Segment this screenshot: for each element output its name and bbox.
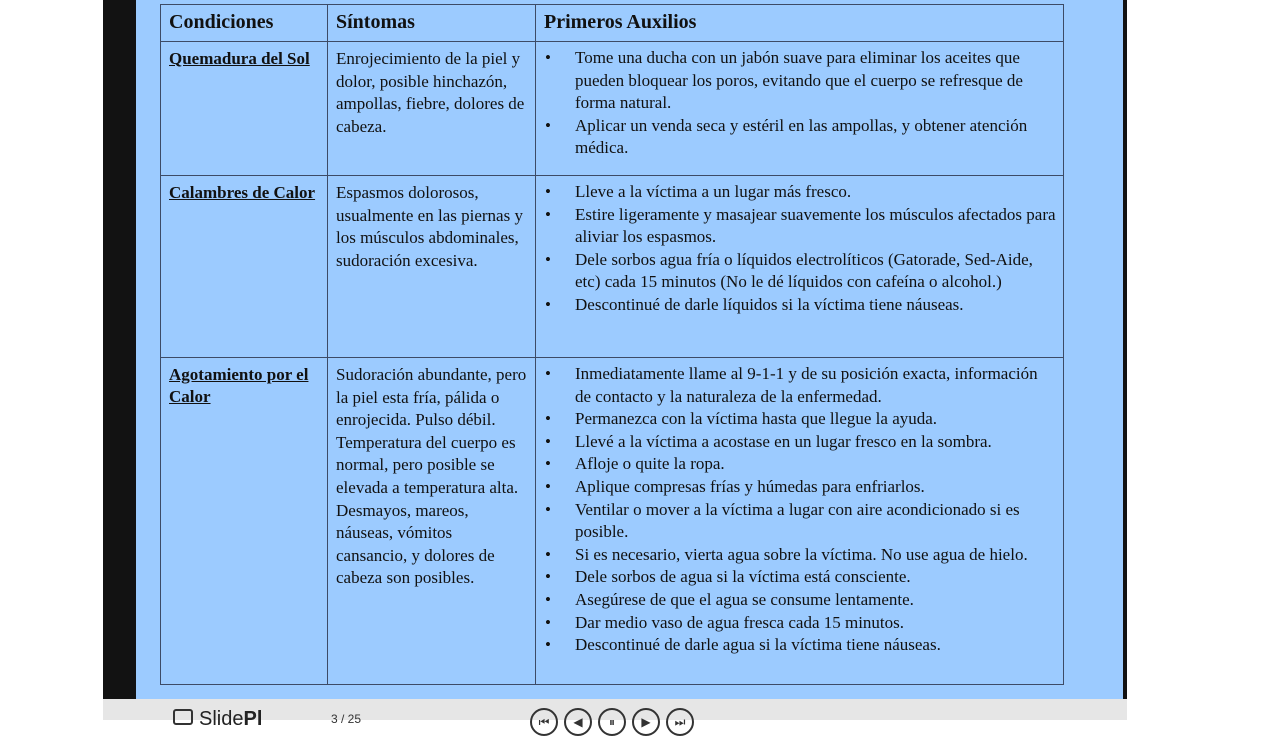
first-aid-table (160, 4, 1064, 685)
list-item: • Aplique compresas frías y húmedas para enfriarlos. (542, 476, 1057, 499)
table-row (161, 42, 1064, 176)
table-row (161, 176, 1064, 358)
logo-text-light: Slide (199, 708, 244, 730)
list-item: • Dar medio vaso de agua fresca cada 15 minutos. (542, 612, 1057, 635)
viewer-toolbar (103, 699, 1127, 730)
list-item: • Si es necesario, vierta agua sobre la víctima. No use agua de hielo. (542, 544, 1057, 567)
symptoms-cell: Sudoración abundante, pero la piel esta fría, pálida o enrojecida. Pulso débil. Temperatura del cuerpo es normal, pero posible se elevada a temperatura alta. Desmayos, mareos, náuseas, vómitos cansancio, y dolores de cabeza son posibles. (328, 358, 536, 685)
list-item: • Afloje o quite la ropa. (542, 453, 1057, 476)
list-item: • Ventilar o mover a la víctima a lugar con aire acondicionado si es posible. (542, 499, 1057, 544)
list-item: • Dele sorbos de agua si la víctima está consciente. (542, 566, 1057, 589)
condition-link[interactable]: Agotamiento por el Calor (161, 358, 328, 685)
slide-navigation (530, 708, 700, 736)
slideplayer-logo[interactable] (173, 709, 262, 731)
header-conditions: Condiciones (161, 5, 328, 42)
first-slide-icon[interactable]: ⏮ (530, 708, 558, 736)
prev-slide-icon[interactable]: ◀ (564, 708, 592, 736)
header-first-aid: Primeros Auxilios (536, 5, 1064, 42)
header-symptoms: Síntomas (328, 5, 536, 42)
first-aid-cell (536, 176, 1064, 358)
next-slide-icon[interactable]: ▶ (632, 708, 660, 736)
list-item: • Descontinué de darle líquidos si la víctima tiene náuseas. (542, 294, 1057, 317)
table-header-row (161, 5, 1064, 42)
first-aid-cell (536, 358, 1064, 685)
list-item: • Tome una ducha con un jabón suave para eliminar los aceites que pueden bloquear los poros, evitando que el cuerpo se refresque de forma natural. (542, 47, 1057, 115)
list-item: • Aplicar un venda seca y estéril en las ampollas, y obtener atención médica. (542, 115, 1057, 160)
page-count: 3 / 25 (331, 712, 362, 726)
list-item: • Dele sorbos agua fría o líquidos electrolíticos (Gatorade, Sed-Aide, etc) cada 15 minutos (No le dé líquidos con cafeína o alcohol.) (542, 249, 1057, 294)
list-item: • Inmediatamente llame al 9-1-1 y de su posición exacta, información de contacto y la naturaleza de la enfermedad. (542, 363, 1057, 408)
pause-icon[interactable]: ⏸ (598, 708, 626, 736)
slideplayer-logo-icon (173, 709, 193, 725)
symptoms-cell: Espasmos dolorosos, usualmente en las piernas y los músculos abdominales, sudoración excesiva. (328, 176, 536, 358)
list-item: • Permanezca con la víctima hasta que llegue la ayuda. (542, 408, 1057, 431)
list-item: • Estire ligeramente y masajear suavemente los músculos afectados para aliviar los espasmos. (542, 204, 1057, 249)
list-item: • Asegúrese de que el agua se consume lentamente. (542, 589, 1057, 612)
list-item: • Lleve a la víctima a un lugar más fresco. (542, 181, 1057, 204)
list-item: • Llevé a la víctima a acostase en un lugar fresco en la sombra. (542, 431, 1057, 454)
condition-link[interactable]: Quemadura del Sol (161, 42, 328, 176)
last-slide-icon[interactable]: ⏭ (666, 708, 694, 736)
table-row (161, 358, 1064, 685)
logo-text-bold: Pl (243, 708, 263, 730)
first-aid-cell (536, 42, 1064, 176)
condition-link[interactable]: Calambres de Calor (161, 176, 328, 358)
symptoms-cell: Enrojecimiento de la piel y dolor, posible hinchazón, ampollas, fiebre, dolores de cabeza. (328, 42, 536, 176)
list-item: • Descontinué de darle agua si la víctima tiene náuseas. (542, 634, 1057, 657)
